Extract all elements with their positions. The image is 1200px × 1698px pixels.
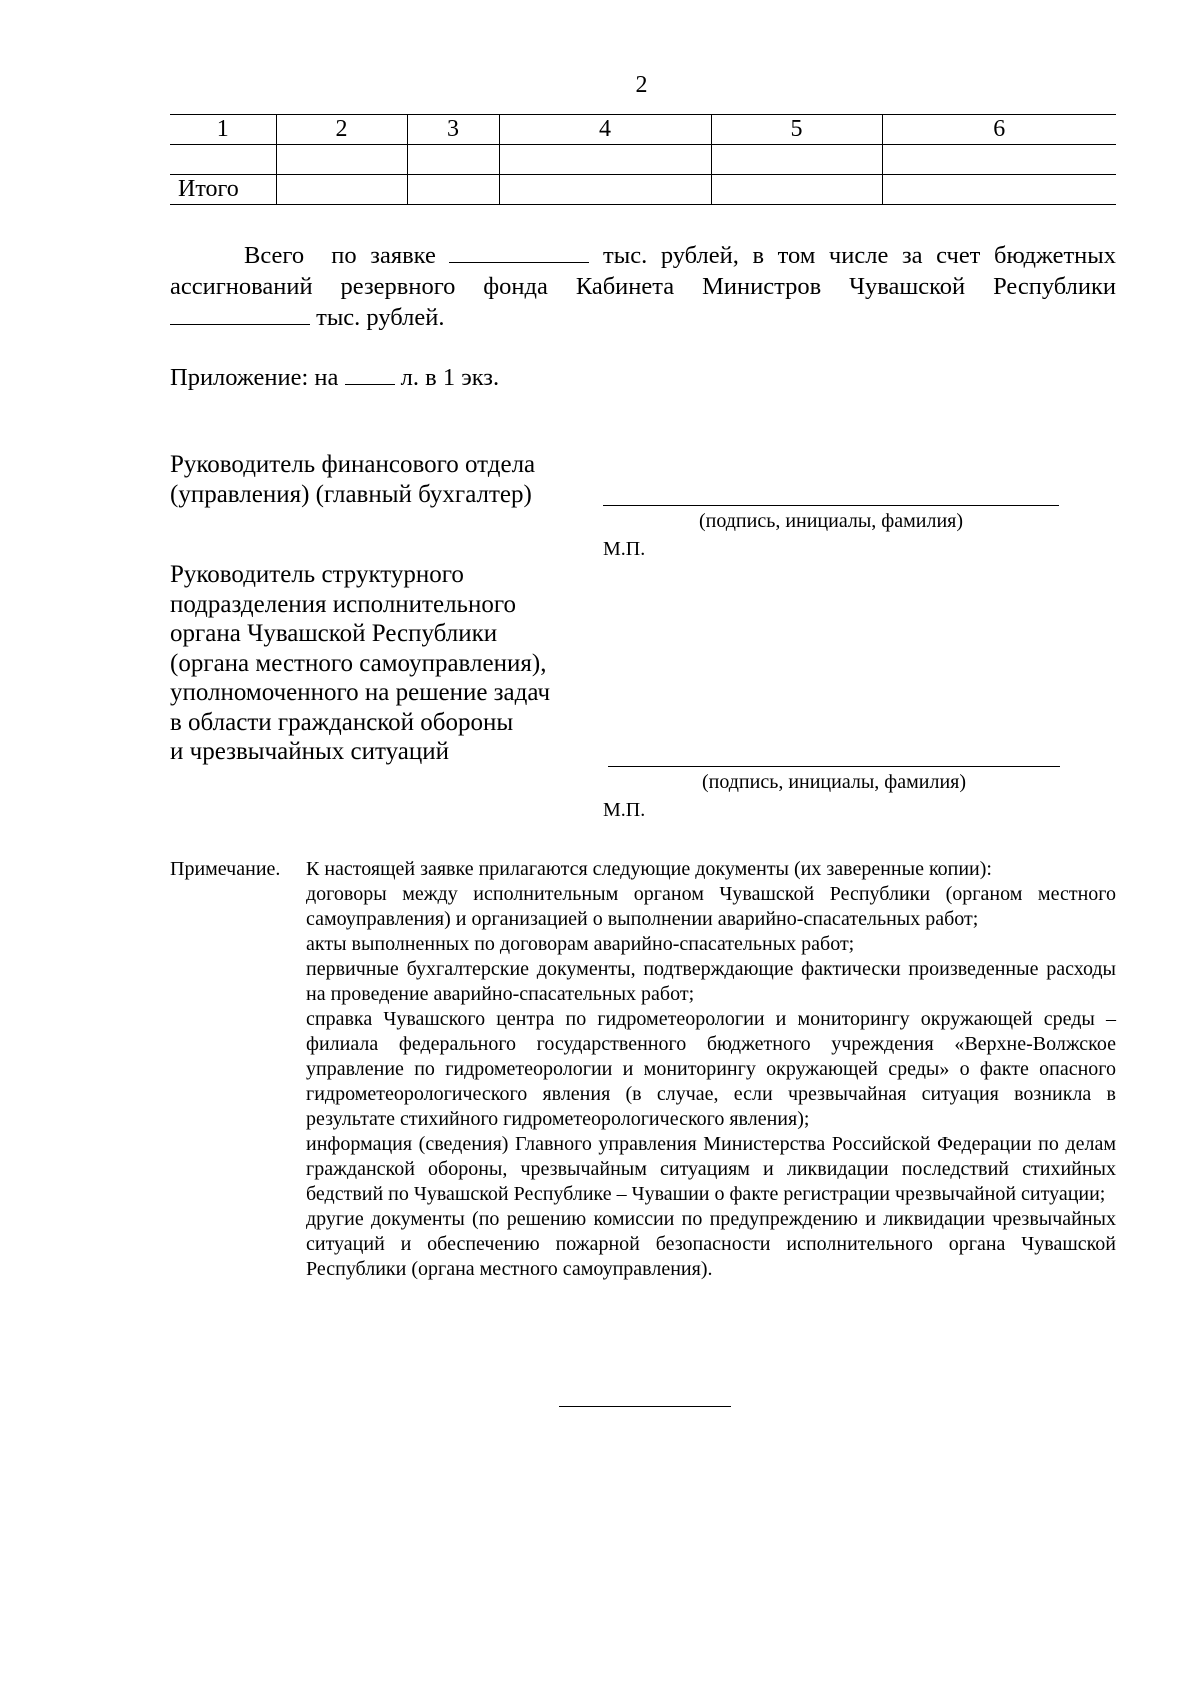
total-paragraph [170,240,1116,333]
signature-line-2[interactable] [608,766,1060,767]
table-cell [276,175,407,205]
table-cell [882,175,1116,205]
reserve-amount-blank[interactable] [170,302,310,325]
note-intro: К настоящей заявке прилагаются следующие документы (их заверенные копии): [306,858,992,880]
table-cell [276,145,407,175]
table-header-cell: 4 [499,115,711,145]
table-header-cell: 6 [882,115,1116,145]
signer-2-title-line: (органа местного самоуправления), [170,649,547,677]
signer-1-title-line: (управления) (главный бухгалтер) [170,480,532,508]
table-cell [711,175,882,205]
note-item: справка Чувашского центра по гидрометеорологии и мониторингу окружающей среды – филиала федерального государственного бюджетного учреждения «Верхне-Волжское управление по гидрометеорологии и мониторингу окружающей среды» о факте опасного гидрометеорологического явления (в случае, если чрезвычайная ситуация возникла в результате стихийного гидрометеорологического явления); [306,1008,1116,1130]
attachment-line [170,362,1116,393]
table-cell [170,145,276,175]
note-item: договоры между исполнительным органом Чувашской Республики (органом местного самоуправления) и организацией о выполнении аварийно-спасательных работ; [306,883,1116,930]
table-cell [407,145,499,175]
total-text-3: тыс. рублей. [316,304,445,331]
note-item: другие документы (по решению комиссии по предупреждению и ликвидации чрезвычайных ситуаций и обеспечению пожарной безопасности исполнительного органа Чувашской Республики (органа местного самоуправления). [306,1208,1116,1280]
signer-2-title-line: уполномоченного на решение задач [170,679,551,706]
signer-1-title-line: Руководитель финансового отдела [170,451,536,478]
pages-blank[interactable] [345,362,395,385]
table-cell [499,145,711,175]
attachment-suffix: л. в 1 экз. [400,364,500,391]
signer-2-title-line: органа Чувашской Республики [170,620,498,647]
attachment-prefix: Приложение: на [170,364,339,391]
budget-table [170,114,1116,205]
table-header-cell: 2 [276,115,407,145]
signer-2-title-line: в области гражданской обороны [170,708,514,736]
note-item: первичные бухгалтерские документы, подтверждающие фактически произведенные расходы на проведение аварийно-спасательных работ; [306,958,1116,1005]
total-text-2: тыс. рублей, в том числе за счет бюджетных ассигнований резервного фонда Кабинета Министров Чувашской Республики [170,242,1116,300]
note-item: акты выполненных по договорам аварийно-спасательных работ; [306,933,855,955]
table-row [170,145,1116,175]
signer-1-title [170,450,590,509]
document-end-divider [559,1406,731,1407]
table-total-label: Итого [170,175,276,205]
note-items [306,882,1116,1282]
signer-2-title-line: и чрезвычайных ситуаций [170,738,450,765]
table-header-row [170,115,1116,145]
signature-caption-2: (подпись, инициалы, фамилия) [701,771,967,793]
signer-2-title-line: подразделения исполнительного [170,590,516,618]
table-header-cell: 1 [170,115,276,145]
table-cell [711,145,882,175]
stamp-place-1: М.П. [603,538,646,560]
table-header-cell: 5 [711,115,882,145]
signer-2-title-line: Руководитель структурного [170,561,464,588]
note-label: Примечание. [170,858,281,880]
stamp-place-2: М.П. [603,799,646,821]
signer-2-title [170,560,590,767]
table-header-cell: 3 [407,115,499,145]
table-cell [499,175,711,205]
total-text-1: Всего по заявке [244,242,436,269]
table-cell [882,145,1116,175]
page-number: 2 [635,72,648,98]
table-cell [407,175,499,205]
note-item: информация (сведения) Главного управления Министерства Российской Федерации по делам гражданской обороны, чрезвычайным ситуациям и ликвидации последствий стихийных бедствий по Чувашской Республике – Чувашии о факте регистрации чрезвычайной ситуации; [306,1133,1116,1205]
amount-blank[interactable] [449,240,589,263]
table-total-row [170,175,1116,205]
signature-line-1[interactable] [603,505,1059,506]
signature-caption-1: (подпись, инициалы, фамилия) [698,510,964,532]
